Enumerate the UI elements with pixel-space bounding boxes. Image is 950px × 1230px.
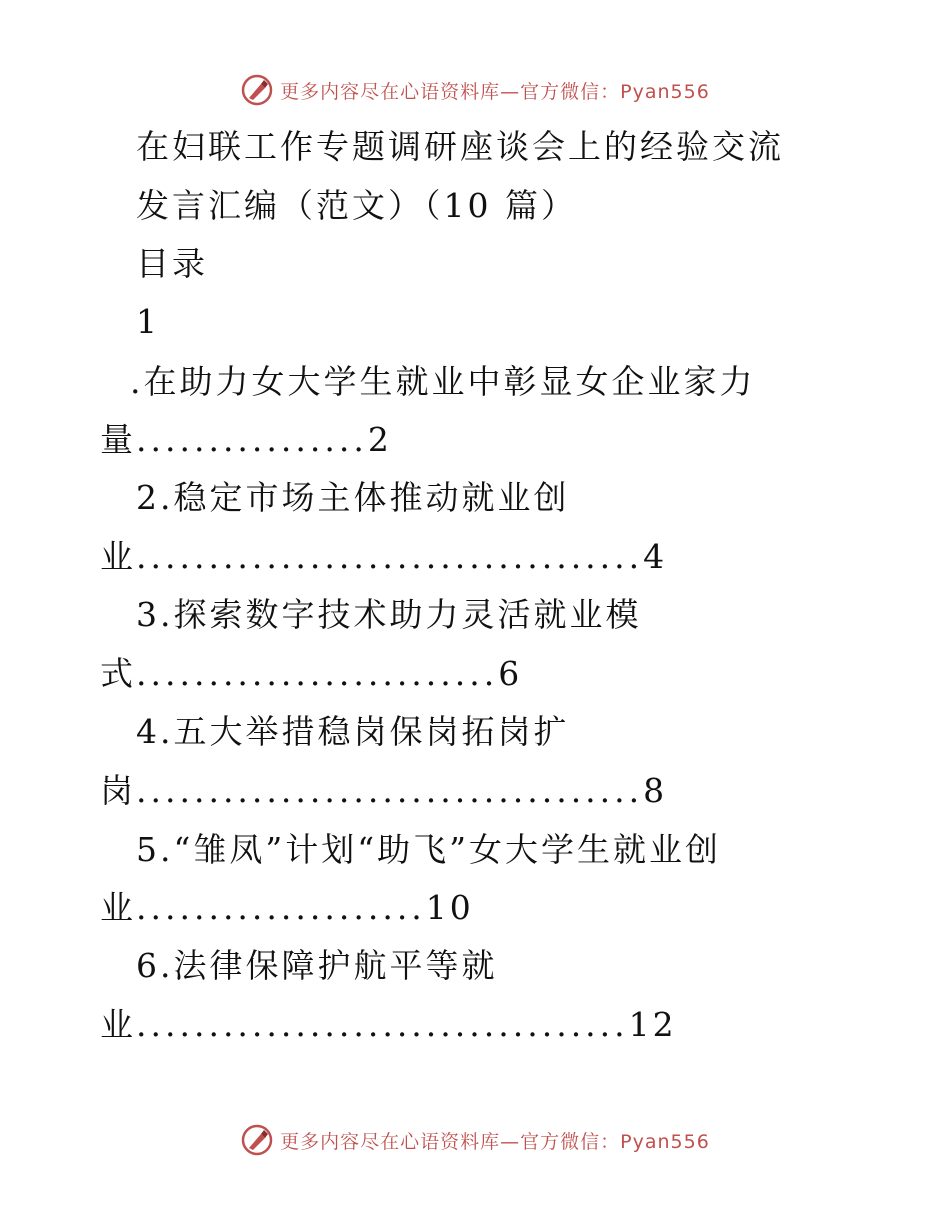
- toc-item-3-page: 6: [498, 654, 523, 693]
- toc-item-2-page: 4: [643, 537, 668, 576]
- toc-item-1-dots: ................: [136, 420, 368, 459]
- pen-nib-logo-icon: [240, 73, 274, 107]
- title-line-2: 发言汇编（范文）（10 篇）: [136, 186, 577, 225]
- watermark-text: 更多内容尽在心语资料库—官方微信：Pyan556: [280, 80, 710, 103]
- toc-item-4-title: 4.五大举措稳岗保岗拓岗扩: [136, 712, 570, 751]
- toc-item-6-tail: 业: [100, 1005, 136, 1044]
- watermark-banner-top: [0, 70, 950, 110]
- toc-item-6-dots: ..................................: [136, 1005, 629, 1044]
- toc-item-1-tail: 量: [100, 420, 136, 459]
- toc-item-4-page: 8: [643, 771, 668, 810]
- pen-nib-logo-icon: [240, 1123, 274, 1157]
- toc-item-5-entry: [100, 888, 474, 928]
- toc-item-4-entry: [100, 771, 667, 811]
- title-line-1: 在妇联工作专题调研座谈会上的经验交流: [136, 127, 784, 166]
- toc-item-1-title: .在助力女大学生就业中彰显女企业家力: [130, 362, 756, 401]
- toc-item-4-tail: 岗: [100, 771, 136, 810]
- toc-item-1-entry: [100, 420, 392, 460]
- toc-item-5-tail: 业: [100, 888, 136, 927]
- toc-item-5-dots: ....................: [136, 888, 426, 927]
- toc-item-6-title: 6.法律保障护航平等就: [136, 946, 498, 985]
- watermark-banner-bottom: [0, 1120, 950, 1160]
- toc-item-3-tail: 式: [100, 654, 136, 693]
- toc-item-3-dots: .........................: [136, 654, 499, 693]
- toc-item-1-page: 2: [367, 420, 392, 459]
- toc-item-2-dots: ...................................: [136, 537, 644, 576]
- toc-item-4-dots: ...................................: [136, 771, 644, 810]
- toc-item-5-page: 10: [425, 888, 474, 927]
- item-number: 1: [136, 302, 160, 341]
- toc-item-5-title: 5.“雏凤”计划“助飞”女大学生就业创: [136, 830, 721, 869]
- toc-item-6-page: 12: [628, 1005, 677, 1044]
- toc-item-3-entry: [100, 654, 522, 694]
- toc-item-3-title: 3.探索数字技术助力灵活就业模: [136, 595, 642, 634]
- toc-item-2-entry: [100, 537, 667, 577]
- toc-item-2-title: 2.稳定市场主体推动就业创: [136, 478, 570, 517]
- toc-item-2-tail: 业: [100, 537, 136, 576]
- toc-item-6-entry: [100, 1005, 677, 1045]
- toc-heading: 目录: [136, 244, 208, 283]
- watermark-text: 更多内容尽在心语资料库—官方微信：Pyan556: [280, 1130, 710, 1153]
